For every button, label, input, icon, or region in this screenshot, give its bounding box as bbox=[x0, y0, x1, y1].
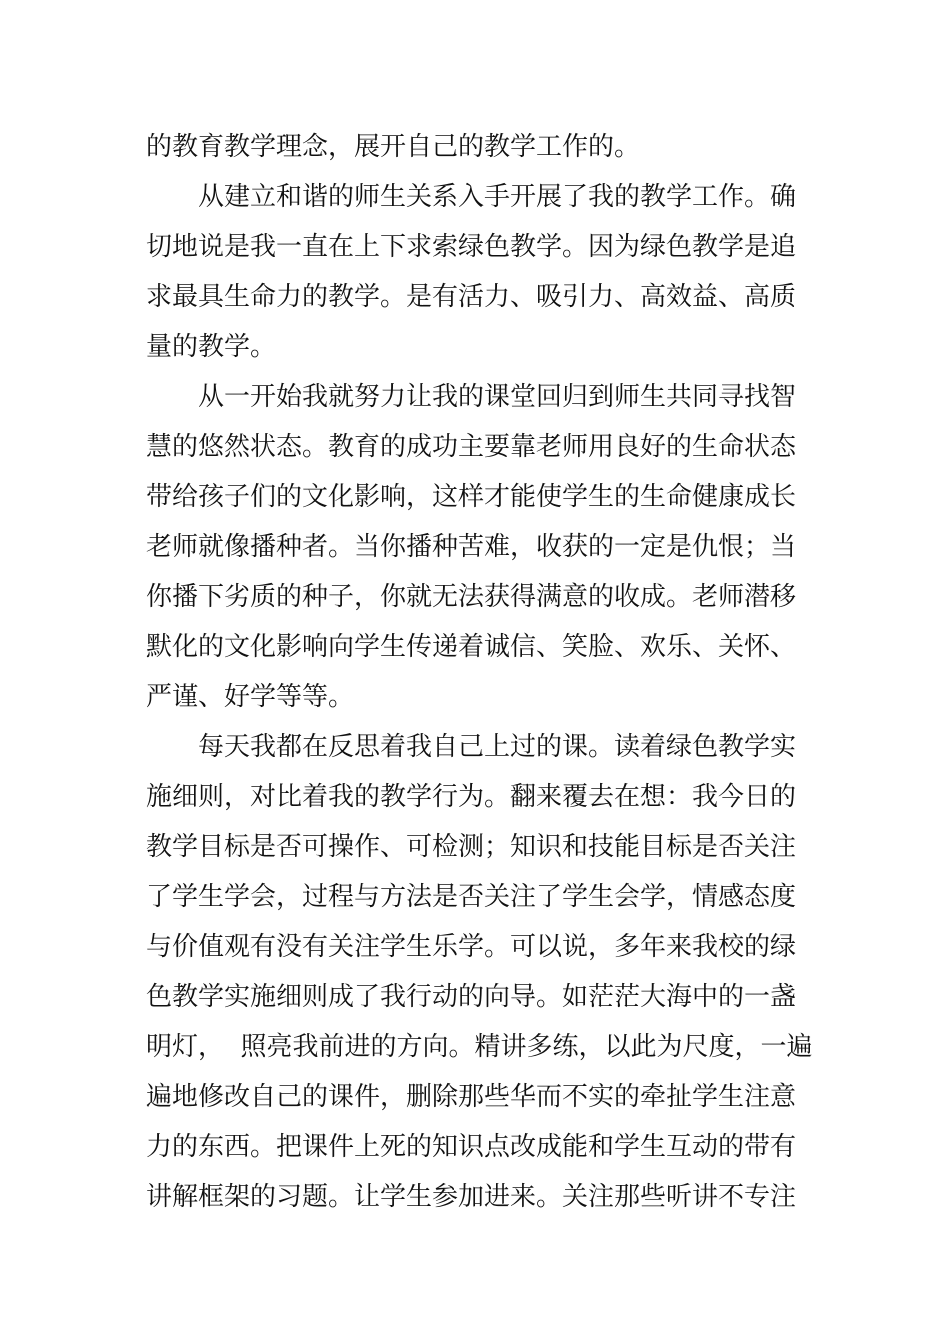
text-line: 讲解框架的习题。让学生参加进来。关注那些听讲不专注 bbox=[146, 1182, 797, 1212]
text-line: 量的教学。 bbox=[146, 332, 277, 362]
text-line: 你播下劣质的种子，你就无法获得满意的收成。老师潜移 bbox=[146, 582, 797, 612]
text-line: 求最具生命力的教学。是有活力、吸引力、高效益、高质 bbox=[146, 282, 797, 312]
text-line: 施细则，对比着我的教学行为。翻来覆去在想：我今日的 bbox=[146, 782, 797, 812]
paragraph-first-line: 每天我都在反思着我自己上过的课。读着绿色教学实 bbox=[198, 732, 797, 762]
text-line: 老师就像播种者。当你播种苦难，收获的一定是仇恨；当 bbox=[146, 532, 797, 562]
text-line: 明灯， 照亮我前进的方向。精讲多练，以此为尺度，一遍 bbox=[146, 1032, 813, 1062]
text-line: 的教育教学理念，展开自己的教学工作的。 bbox=[146, 132, 641, 162]
text-line: 色教学实施细则成了我行动的向导。如茫茫大海中的一盏 bbox=[146, 982, 797, 1012]
text-line: 遍地修改自己的课件，删除那些华而不实的牵扯学生注意 bbox=[146, 1082, 797, 1112]
text-line: 力的东西。把课件上死的知识点改成能和学生互动的带有 bbox=[146, 1132, 797, 1162]
text-line: 慧的悠然状态。教育的成功主要靠老师用良好的生命状态 bbox=[146, 432, 797, 462]
text-line: 与价值观有没有关注学生乐学。可以说，多年来我校的绿 bbox=[146, 932, 797, 962]
text-line: 默化的文化影响向学生传递着诚信、笑脸、欢乐、关怀、 bbox=[146, 632, 797, 662]
text-line: 切地说是我一直在上下求索绿色教学。因为绿色教学是追 bbox=[146, 232, 797, 262]
text-line: 了学生学会，过程与方法是否关注了学生会学，情感态度 bbox=[146, 882, 797, 912]
paragraph-first-line: 从一开始我就努力让我的课堂回归到师生共同寻找智 bbox=[198, 382, 797, 412]
paragraph-first-line: 从建立和谐的师生关系入手开展了我的教学工作。确 bbox=[198, 182, 797, 212]
text-line: 严谨、好学等等。 bbox=[146, 682, 355, 712]
body-text bbox=[146, 122, 812, 1222]
text-line: 带给孩子们的文化影响，这样才能使学生的生命健康成长 bbox=[146, 482, 797, 512]
text-line: 教学目标是否可操作、可检测；知识和技能目标是否关注 bbox=[146, 832, 797, 862]
